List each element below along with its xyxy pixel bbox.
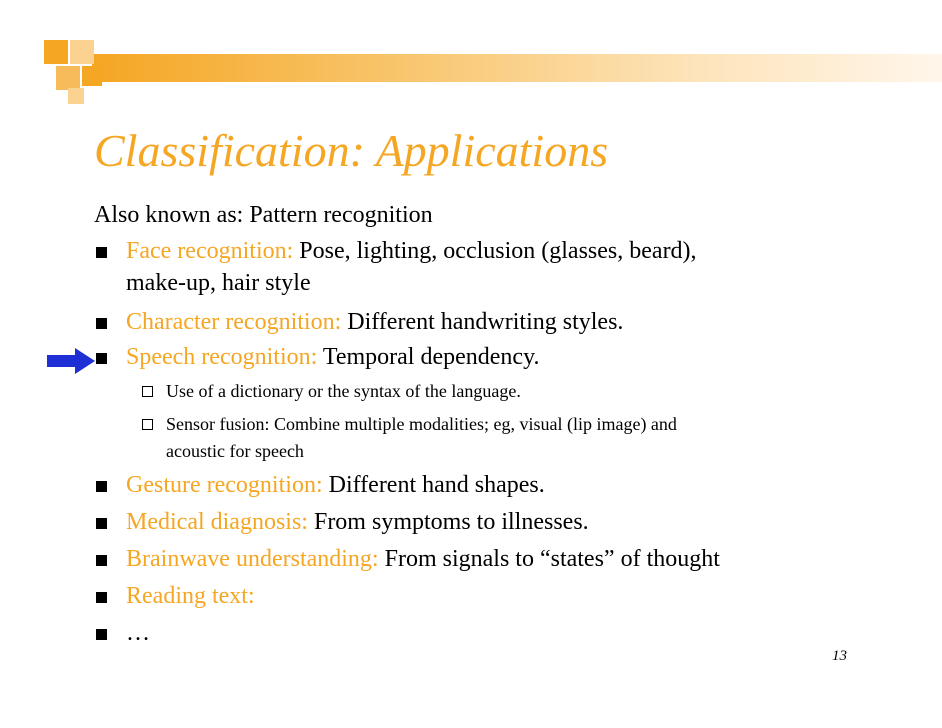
item-text: Temporal dependency.: [317, 344, 540, 370]
square-bullet-icon: [96, 518, 107, 529]
header-square: [44, 40, 68, 64]
item-text: Pose, lighting, occlusion (glasses, beard),: [293, 238, 697, 264]
header-square: [56, 66, 80, 90]
slide-title: Classification: Applications: [94, 125, 609, 176]
item-label: Brainwave understanding:: [126, 546, 379, 572]
intro-text: Also known as: Pattern recognition: [94, 202, 433, 228]
item-label: Reading text:: [126, 583, 255, 609]
header-decoration: [0, 0, 942, 110]
item-label: Speech recognition:: [126, 344, 318, 370]
hollow-square-bullet-icon: [142, 419, 153, 430]
item-label: Medical diagnosis:: [126, 509, 308, 535]
square-bullet-icon: [96, 592, 107, 603]
hollow-square-bullet-icon: [142, 386, 153, 397]
item-text: Different hand shapes.: [322, 472, 545, 498]
header-gradient-bar: [92, 54, 942, 82]
item-text: …: [126, 620, 150, 646]
header-square: [68, 88, 84, 104]
square-bullet-icon: [96, 247, 107, 258]
square-bullet-icon: [96, 481, 107, 492]
item-text: Different handwriting styles.: [341, 309, 624, 335]
item-text: From signals to “states” of thought: [378, 546, 720, 572]
header-square: [82, 66, 102, 86]
item-text-continued: make-up, hair style: [126, 270, 311, 296]
square-bullet-icon: [96, 353, 107, 364]
item-text: From symptoms to illnesses.: [307, 509, 589, 535]
sub-item-text-continued: acoustic for speech: [166, 441, 304, 461]
sub-item-text: Use of a dictionary or the syntax of the language.: [166, 381, 521, 401]
square-bullet-icon: [96, 629, 107, 640]
item-label: Gesture recognition:: [126, 472, 323, 498]
sub-item-text: Sensor fusion: Combine multiple modalities; eg, visual (lip image) and: [166, 414, 677, 434]
square-bullet-icon: [96, 555, 107, 566]
item-label: Character recognition:: [126, 309, 342, 335]
page-number: 13: [832, 648, 847, 664]
right-arrow-icon: [46, 347, 96, 375]
item-label: Face recognition:: [126, 238, 294, 264]
header-square: [70, 40, 94, 64]
square-bullet-icon: [96, 318, 107, 329]
